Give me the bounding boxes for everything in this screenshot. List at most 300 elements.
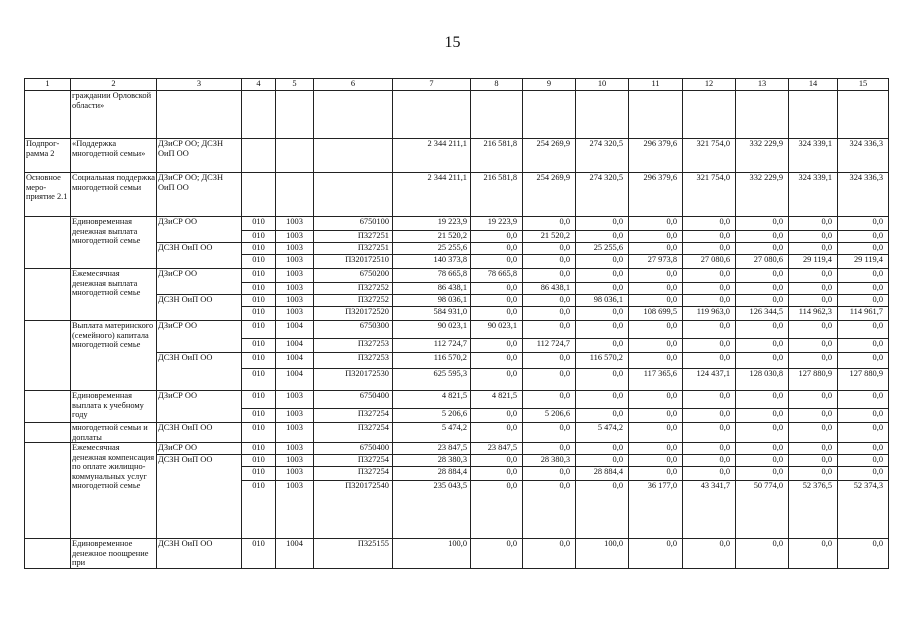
amount-cell: 0,0 (736, 321, 789, 339)
code-cell: 010 (242, 307, 276, 321)
amount-cell: 29 119,4 (838, 255, 889, 269)
empty-cell (25, 91, 71, 139)
amount-cell: 100,0 (393, 539, 471, 569)
amount-cell: 100,0 (576, 539, 629, 569)
amount-cell: 0,0 (629, 391, 683, 409)
amount-cell: 0,0 (523, 321, 576, 339)
code-cell: П327254 (314, 409, 393, 423)
amount-cell: 23 847,5 (471, 443, 523, 455)
amount-cell: 23 847,5 (393, 443, 471, 455)
amount-cell: 625 595,3 (393, 369, 471, 391)
amount-cell: 126 344,5 (736, 307, 789, 321)
amount-cell: 36 177,0 (629, 481, 683, 539)
header-cell: 15 (838, 79, 889, 91)
header-row (25, 79, 889, 91)
amount-cell: 78 665,8 (393, 269, 471, 283)
amount-cell: 0,0 (629, 231, 683, 243)
amount-cell: 0,0 (789, 391, 838, 409)
code-cell: 1004 (276, 369, 314, 391)
amount-cell: 5 206,6 (523, 409, 576, 423)
amount-cell: 27 973,8 (629, 255, 683, 269)
amount-cell: 0,0 (471, 295, 523, 307)
amount-cell: 128 030,8 (736, 369, 789, 391)
amount-cell: 0,0 (576, 217, 629, 231)
code-cell: П327254 (314, 467, 393, 481)
amount-cell: 117 365,6 (629, 369, 683, 391)
empty-cell (471, 91, 523, 139)
amount-cell: 0,0 (736, 283, 789, 295)
amount-cell: 116 570,2 (393, 353, 471, 369)
code-cell: П320172540 (314, 481, 393, 539)
amount-cell: 27 080,6 (736, 255, 789, 269)
empty-cell (393, 91, 471, 139)
amount-cell: 0,0 (523, 467, 576, 481)
amount-cell: 0,0 (523, 423, 576, 443)
event-name-cell: Социальная поддержка многодетной семьи (71, 173, 157, 217)
table-row (25, 173, 889, 217)
code-cell: 010 (242, 369, 276, 391)
amount-cell: 0,0 (838, 295, 889, 307)
code-cell: П327253 (314, 339, 393, 353)
amount-cell: 116 570,2 (576, 353, 629, 369)
amount-cell: 43 341,7 (683, 481, 736, 539)
empty-cell (242, 173, 276, 217)
budget-table (24, 78, 889, 569)
code-cell: 010 (242, 217, 276, 231)
amount-cell: 90 023,1 (471, 321, 523, 339)
amount-cell: 0,0 (736, 217, 789, 231)
amount-cell: 0,0 (471, 481, 523, 539)
amount-cell: 0,0 (789, 467, 838, 481)
code-cell: 1003 (276, 455, 314, 467)
amount-cell: 0,0 (683, 467, 736, 481)
amount-cell: 0,0 (683, 217, 736, 231)
code-cell: П325155 (314, 539, 393, 569)
code-cell: 1003 (276, 467, 314, 481)
status-cell: Подпрог-рамма 2 (25, 139, 71, 173)
code-cell: 010 (242, 231, 276, 243)
amount-cell: 0,0 (683, 539, 736, 569)
code-cell: 1003 (276, 295, 314, 307)
org-cell: ДСЗН ОиП ОО (157, 243, 242, 269)
amount-cell: 21 520,2 (393, 231, 471, 243)
event-name-cell: Ежемесячная денежная выплата многодетной семье (71, 269, 157, 321)
org-cell: ДЗиСР ОО; ДСЗН ОиП ОО (157, 139, 242, 173)
amount-cell: 0,0 (683, 243, 736, 255)
amount-cell: 0,0 (736, 295, 789, 307)
empty-cell (576, 91, 629, 139)
code-cell: 1003 (276, 409, 314, 423)
amount-cell: 0,0 (683, 455, 736, 467)
amount-cell: 0,0 (629, 353, 683, 369)
amount-cell: 0,0 (838, 467, 889, 481)
code-cell: 010 (242, 353, 276, 369)
amount-cell: 0,0 (789, 443, 838, 455)
amount-cell: 321 754,0 (683, 173, 736, 217)
empty-cell (314, 91, 393, 139)
amount-cell: 0,0 (629, 539, 683, 569)
amount-cell: 0,0 (838, 391, 889, 409)
amount-cell: 0,0 (523, 217, 576, 231)
amount-cell: 0,0 (629, 443, 683, 455)
empty-cell (25, 391, 71, 423)
amount-cell: 119 963,0 (683, 307, 736, 321)
empty-cell (25, 539, 71, 569)
code-cell: 1003 (276, 231, 314, 243)
table-row (25, 321, 889, 339)
amount-cell: 0,0 (629, 467, 683, 481)
code-cell: 1003 (276, 269, 314, 283)
amount-cell: 0,0 (683, 423, 736, 443)
amount-cell: 0,0 (576, 321, 629, 339)
amount-cell: 5 474,2 (576, 423, 629, 443)
header-cell: 4 (242, 79, 276, 91)
header-cell: 2 (71, 79, 157, 91)
amount-cell: 0,0 (683, 283, 736, 295)
event-name-cell: Единовременная денежная выплата многодетной семье (71, 217, 157, 269)
amount-cell: 0,0 (576, 369, 629, 391)
amount-cell: 324 339,1 (789, 139, 838, 173)
code-cell: 1003 (276, 423, 314, 443)
code-cell: 010 (242, 409, 276, 423)
amount-cell: 274 320,5 (576, 139, 629, 173)
amount-cell: 0,0 (789, 409, 838, 423)
amount-cell: 0,0 (471, 455, 523, 467)
amount-cell: 0,0 (471, 255, 523, 269)
status-cell: Основное меро-приятие 2.1 (25, 173, 71, 217)
amount-cell: 28 380,3 (523, 455, 576, 467)
org-cell: ДСЗН ОиП ОО (157, 455, 242, 539)
amount-cell: 25 255,6 (576, 243, 629, 255)
amount-cell: 296 379,6 (629, 139, 683, 173)
table-row (25, 391, 889, 409)
amount-cell: 2 344 211,1 (393, 173, 471, 217)
table-row (25, 423, 889, 443)
amount-cell: 0,0 (683, 269, 736, 283)
amount-cell: 28 884,4 (576, 467, 629, 481)
code-cell: 010 (242, 255, 276, 269)
amount-cell: 0,0 (471, 423, 523, 443)
code-cell: 010 (242, 481, 276, 539)
amount-cell: 0,0 (471, 409, 523, 423)
code-cell: 010 (242, 269, 276, 283)
amount-cell: 0,0 (629, 321, 683, 339)
amount-cell: 0,0 (629, 295, 683, 307)
amount-cell: 2 344 211,1 (393, 139, 471, 173)
code-cell: 1004 (276, 321, 314, 339)
amount-cell: 86 438,1 (523, 283, 576, 295)
amount-cell: 0,0 (471, 307, 523, 321)
amount-cell: 112 724,7 (393, 339, 471, 353)
amount-cell: 0,0 (789, 353, 838, 369)
amount-cell: 127 880,9 (838, 369, 889, 391)
amount-cell: 0,0 (736, 455, 789, 467)
amount-cell: 0,0 (789, 455, 838, 467)
amount-cell: 0,0 (471, 467, 523, 481)
empty-cell (838, 91, 889, 139)
amount-cell: 0,0 (736, 423, 789, 443)
code-cell: 010 (242, 339, 276, 353)
amount-cell: 0,0 (471, 283, 523, 295)
empty-cell (25, 423, 71, 443)
amount-cell: 235 043,5 (393, 481, 471, 539)
amount-cell: 324 336,3 (838, 139, 889, 173)
empty-cell (25, 321, 71, 391)
empty-cell (242, 139, 276, 173)
amount-cell: 4 821,5 (471, 391, 523, 409)
org-cell: ДЗиСР ОО (157, 269, 242, 295)
empty-cell (523, 91, 576, 139)
table-row (25, 269, 889, 283)
code-cell: 010 (242, 423, 276, 443)
amount-cell: 0,0 (838, 409, 889, 423)
code-cell: 1003 (276, 217, 314, 231)
amount-cell: 0,0 (576, 391, 629, 409)
org-cell: ДСЗН ОиП ОО (157, 353, 242, 391)
amount-cell: 4 821,5 (393, 391, 471, 409)
amount-cell: 0,0 (576, 307, 629, 321)
amount-cell: 114 962,3 (789, 307, 838, 321)
page-number: 15 (444, 34, 461, 51)
org-cell: ДЗиСР ОО (157, 391, 242, 423)
code-cell: П327252 (314, 295, 393, 307)
amount-cell: 0,0 (629, 409, 683, 423)
amount-cell: 98 036,1 (393, 295, 471, 307)
code-cell: П327252 (314, 283, 393, 295)
amount-cell: 0,0 (736, 443, 789, 455)
amount-cell: 5 206,6 (393, 409, 471, 423)
amount-cell: 0,0 (736, 269, 789, 283)
amount-cell: 0,0 (576, 409, 629, 423)
amount-cell: 0,0 (629, 339, 683, 353)
code-cell: 6750400 (314, 443, 393, 455)
amount-cell: 0,0 (523, 481, 576, 539)
code-cell: П327254 (314, 455, 393, 467)
event-name-cell: «Поддержка многодетной семьи» (71, 139, 157, 173)
amount-cell: 0,0 (629, 243, 683, 255)
header-cell: 11 (629, 79, 683, 91)
amount-cell: 0,0 (838, 443, 889, 455)
amount-cell: 86 438,1 (393, 283, 471, 295)
amount-cell: 0,0 (683, 353, 736, 369)
amount-cell: 584 931,0 (393, 307, 471, 321)
amount-cell: 0,0 (789, 321, 838, 339)
empty-cell (276, 139, 314, 173)
amount-cell: 0,0 (576, 269, 629, 283)
code-cell: 010 (242, 455, 276, 467)
amount-cell: 25 255,6 (393, 243, 471, 255)
amount-cell: 0,0 (471, 353, 523, 369)
header-cell: 12 (683, 79, 736, 91)
code-cell: 6750400 (314, 391, 393, 409)
org-cell: ДСЗН ОиП ОО (157, 539, 242, 569)
code-cell: 010 (242, 467, 276, 481)
code-cell: 010 (242, 391, 276, 409)
code-cell: 1004 (276, 353, 314, 369)
amount-cell: 0,0 (576, 455, 629, 467)
amount-cell: 0,0 (523, 307, 576, 321)
amount-cell: 0,0 (789, 295, 838, 307)
amount-cell: 108 699,5 (629, 307, 683, 321)
amount-cell: 0,0 (789, 217, 838, 231)
event-name-cell: граждании Орловской области» (71, 91, 157, 139)
header-cell: 7 (393, 79, 471, 91)
amount-cell: 0,0 (736, 231, 789, 243)
amount-cell: 0,0 (789, 283, 838, 295)
amount-cell: 0,0 (736, 409, 789, 423)
amount-cell: 0,0 (683, 391, 736, 409)
amount-cell: 0,0 (629, 423, 683, 443)
event-name-cell: Выплата материнского (семейного) капитала многодетной семье (71, 321, 157, 391)
org-cell: ДСЗН ОиП ОО (157, 295, 242, 321)
amount-cell: 27 080,6 (683, 255, 736, 269)
code-cell: 010 (242, 321, 276, 339)
amount-cell: 0,0 (736, 353, 789, 369)
amount-cell: 52 376,5 (789, 481, 838, 539)
amount-cell: 50 774,0 (736, 481, 789, 539)
amount-cell: 0,0 (523, 353, 576, 369)
amount-cell: 0,0 (576, 443, 629, 455)
amount-cell: 0,0 (838, 269, 889, 283)
amount-cell: 254 269,9 (523, 139, 576, 173)
amount-cell: 0,0 (576, 231, 629, 243)
amount-cell: 0,0 (471, 231, 523, 243)
amount-cell: 0,0 (683, 339, 736, 353)
org-cell: ДСЗН ОиП ОО (157, 423, 242, 443)
amount-cell: 0,0 (523, 443, 576, 455)
amount-cell: 0,0 (629, 455, 683, 467)
amount-cell: 0,0 (471, 539, 523, 569)
amount-cell: 0,0 (683, 321, 736, 339)
code-cell: 6750300 (314, 321, 393, 339)
amount-cell: 324 339,1 (789, 173, 838, 217)
amount-cell: 0,0 (471, 369, 523, 391)
code-cell: 1003 (276, 481, 314, 539)
code-cell: П327251 (314, 231, 393, 243)
table-row (25, 139, 889, 173)
amount-cell: 0,0 (523, 255, 576, 269)
amount-cell: 332 229,9 (736, 139, 789, 173)
code-cell: 1004 (276, 339, 314, 353)
amount-cell: 274 320,5 (576, 173, 629, 217)
amount-cell: 0,0 (683, 295, 736, 307)
code-cell: П320172510 (314, 255, 393, 269)
amount-cell: 332 229,9 (736, 173, 789, 217)
amount-cell: 5 474,2 (393, 423, 471, 443)
org-cell: ДЗиСР ОО (157, 217, 242, 243)
amount-cell: 0,0 (789, 231, 838, 243)
code-cell: 010 (242, 539, 276, 569)
amount-cell: 0,0 (789, 423, 838, 443)
amount-cell: 0,0 (736, 339, 789, 353)
amount-cell: 0,0 (683, 409, 736, 423)
amount-cell: 0,0 (736, 391, 789, 409)
code-cell: П320172530 (314, 369, 393, 391)
table-row (25, 539, 889, 569)
org-cell: ДЗиСР ОО (157, 443, 242, 455)
amount-cell: 0,0 (838, 423, 889, 443)
code-cell: 010 (242, 295, 276, 307)
amount-cell: 324 336,3 (838, 173, 889, 217)
org-cell: ДЗиСР ОО (157, 321, 242, 353)
code-cell: 1003 (276, 307, 314, 321)
amount-cell: 296 379,6 (629, 173, 683, 217)
amount-cell: 0,0 (629, 217, 683, 231)
amount-cell: 0,0 (576, 255, 629, 269)
table-row (25, 443, 889, 455)
empty-cell (276, 173, 314, 217)
amount-cell: 124 437,1 (683, 369, 736, 391)
amount-cell: 29 119,4 (789, 255, 838, 269)
amount-cell: 321 754,0 (683, 139, 736, 173)
amount-cell: 0,0 (838, 539, 889, 569)
event-name-cell: многодетной семьи и доплаты (71, 423, 157, 443)
amount-cell: 0,0 (838, 321, 889, 339)
amount-cell: 0,0 (789, 339, 838, 353)
header-cell: 13 (736, 79, 789, 91)
empty-cell (629, 91, 683, 139)
empty-cell (25, 443, 71, 539)
amount-cell: 21 520,2 (523, 231, 576, 243)
amount-cell: 0,0 (471, 339, 523, 353)
table-row (25, 217, 889, 231)
empty-cell (157, 91, 242, 139)
code-cell: П327253 (314, 353, 393, 369)
header-cell: 1 (25, 79, 71, 91)
empty-cell (314, 139, 393, 173)
code-cell: П327251 (314, 243, 393, 255)
amount-cell: 114 961,7 (838, 307, 889, 321)
amount-cell: 216 581,8 (471, 173, 523, 217)
code-cell: 010 (242, 243, 276, 255)
code-cell: П327254 (314, 423, 393, 443)
amount-cell: 0,0 (523, 539, 576, 569)
amount-cell: 254 269,9 (523, 173, 576, 217)
amount-cell: 0,0 (838, 243, 889, 255)
empty-cell (25, 269, 71, 321)
amount-cell: 78 665,8 (471, 269, 523, 283)
amount-cell: 19 223,9 (393, 217, 471, 231)
event-name-cell: Ежемесячная денежная компенсация по оплате жилищно-коммунальных услуг многодетной семье (71, 443, 157, 539)
amount-cell: 52 374,3 (838, 481, 889, 539)
event-name-cell: Единовременная выплата к учебному году (71, 391, 157, 423)
code-cell: 6750200 (314, 269, 393, 283)
code-cell: 1003 (276, 283, 314, 295)
amount-cell: 0,0 (576, 339, 629, 353)
amount-cell: 0,0 (838, 283, 889, 295)
header-cell: 9 (523, 79, 576, 91)
amount-cell: 0,0 (576, 481, 629, 539)
code-cell: 1003 (276, 391, 314, 409)
amount-cell: 112 724,7 (523, 339, 576, 353)
org-cell: ДЗиСР ОО; ДСЗН ОиП ОО (157, 173, 242, 217)
amount-cell: 0,0 (838, 353, 889, 369)
amount-cell: 0,0 (838, 231, 889, 243)
empty-cell (683, 91, 736, 139)
code-cell: П320172520 (314, 307, 393, 321)
amount-cell: 0,0 (736, 467, 789, 481)
code-cell: 1003 (276, 443, 314, 455)
header-cell: 14 (789, 79, 838, 91)
amount-cell: 0,0 (523, 269, 576, 283)
code-cell: 1004 (276, 539, 314, 569)
amount-cell: 0,0 (471, 243, 523, 255)
amount-cell: 0,0 (683, 443, 736, 455)
amount-cell: 28 884,4 (393, 467, 471, 481)
amount-cell: 90 023,1 (393, 321, 471, 339)
amount-cell: 0,0 (838, 455, 889, 467)
amount-cell: 28 380,3 (393, 455, 471, 467)
